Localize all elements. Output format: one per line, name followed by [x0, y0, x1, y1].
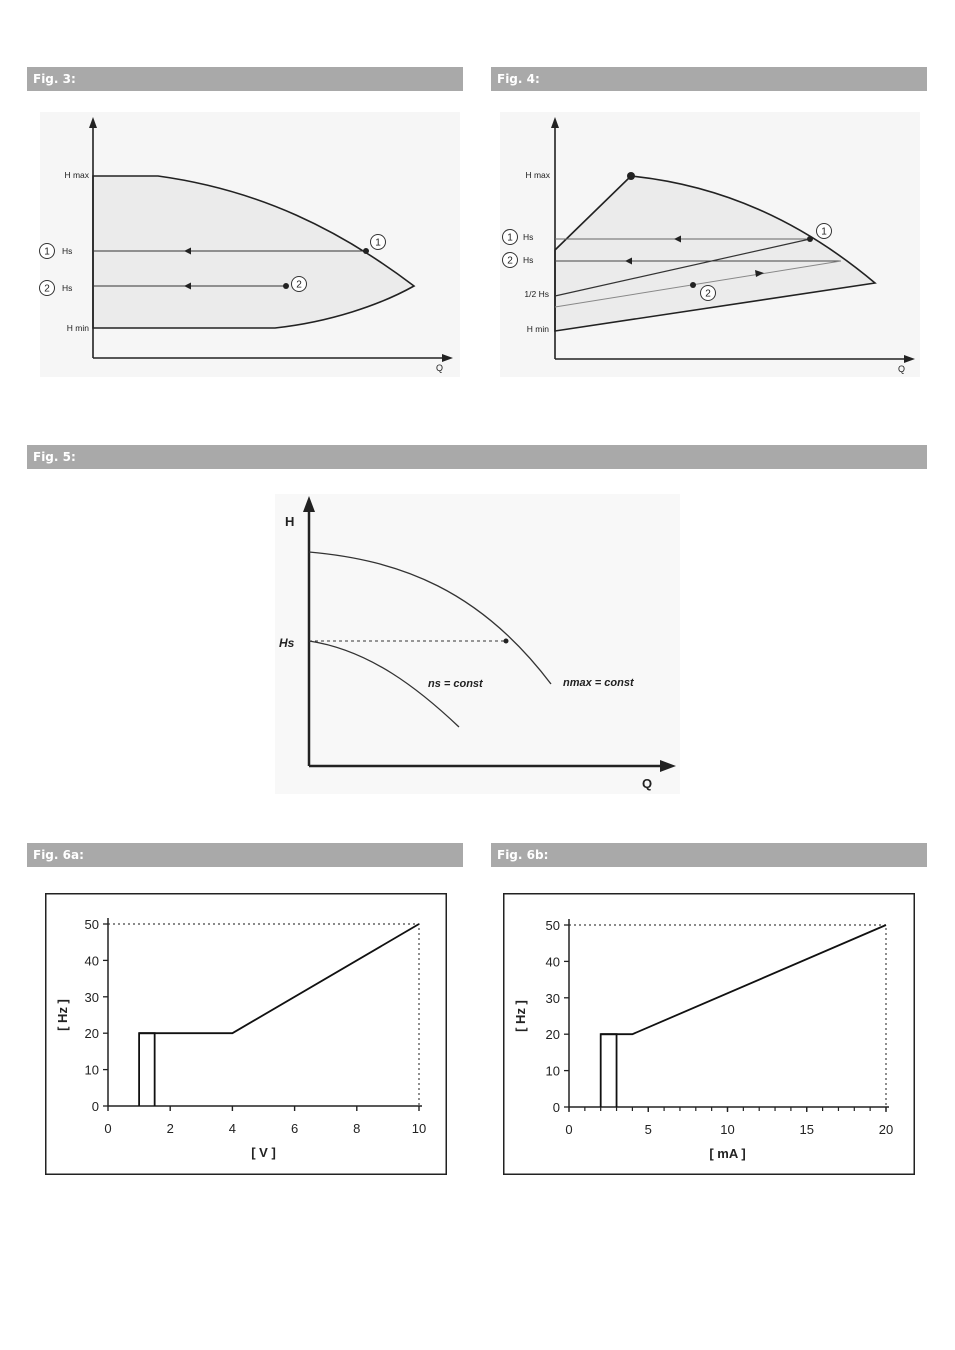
fig6b-ytick-label-4: 40 [545, 954, 560, 970]
fig4-hmin-label: H min [526, 324, 549, 334]
fig4-title: Fig. 4: [497, 72, 540, 86]
fig6b-xlabel: [ mA ] [709, 1146, 746, 1161]
fig3-axis-marker-1-label: 1 [44, 246, 50, 258]
fig4-hmax-label: H max [525, 170, 550, 180]
fig6a-ytick-label-3: 30 [84, 989, 99, 1005]
fig6b-xtick-label-0: 0 [565, 1122, 573, 1137]
fig6a-ylabel: [ Hz ] [55, 999, 70, 1031]
fig6b-xtick-label-2: 10 [720, 1122, 735, 1137]
fig3-marker-1-label: 1 [375, 237, 381, 249]
fig6a-ytick-label-0: 0 [91, 1099, 99, 1114]
fig6a-chart [45, 893, 447, 1175]
fig3-q-label: Q [436, 363, 444, 373]
fig6a-xtick-label-3: 6 [290, 1121, 299, 1136]
fig6b-title-bar [491, 843, 927, 867]
fig6b-ytick-label-3: 30 [545, 990, 560, 1006]
fig4-axis-marker-2-label: 2 [507, 255, 513, 267]
fig5-background [275, 494, 680, 794]
fig6b-ytick-label-0: 0 [552, 1100, 560, 1115]
fig5-operating-point [504, 639, 509, 644]
fig6a-ytick-label-5: 50 [84, 917, 99, 932]
fig6a-xtick-label-5: 10 [411, 1121, 427, 1136]
fig5-hs-label: Hs [279, 636, 295, 650]
fig6b-title: Fig. 6b: [497, 848, 549, 862]
fig4-axis-marker-1-label: 1 [507, 232, 513, 244]
fig4-q-label: Q [898, 364, 906, 374]
fig5-ns-label: ns = const [428, 678, 483, 690]
fig6b-chart [503, 893, 915, 1175]
fig6a-xtick-label-2: 4 [228, 1121, 237, 1136]
fig6b-ytick-label-2: 20 [545, 1027, 560, 1043]
fig5-title: Fig. 5: [33, 450, 76, 464]
fig6b-xtick-label-4: 20 [878, 1122, 894, 1137]
fig4-hs2-label: Hs [523, 255, 534, 265]
fig6b-ylabel: [ Hz ] [513, 1000, 528, 1032]
fig6a-xtick-label-0: 0 [104, 1121, 112, 1136]
fig3-marker-2-label: 2 [296, 279, 302, 291]
fig6b-xtick-label-3: 15 [799, 1122, 814, 1137]
fig6a-title-bar [27, 843, 463, 867]
fig3-title: Fig. 3: [33, 72, 76, 86]
fig6a-ytick-label-2: 20 [84, 1026, 99, 1042]
fig6a-ytick-label-1: 10 [84, 1062, 99, 1078]
fig5-q-label: Q [642, 776, 653, 791]
fig6b-ytick-label-5: 50 [545, 918, 560, 933]
fig3-hmax-label: H max [64, 170, 89, 180]
fig4-marker-1-label: 1 [821, 226, 827, 238]
fig6a-xtick-label-1: 2 [166, 1121, 174, 1136]
fig6a-title: Fig. 6a: [33, 848, 84, 862]
fig6a-xlabel: [ V ] [251, 1145, 276, 1160]
fig4-marker-2-label: 2 [705, 288, 711, 300]
fig3-hs1-label: Hs [62, 246, 73, 256]
fig4-half-hs-label: 1/2 Hs [524, 289, 549, 299]
fig6a-xtick-label-4: 8 [353, 1121, 361, 1136]
fig5-nmax-label: nmax = const [563, 677, 634, 689]
fig5-h-label: H [285, 514, 295, 529]
fig4-hs1-label: Hs [523, 232, 534, 242]
fig3-axis-marker-2-label: 2 [44, 283, 50, 295]
fig6b-ytick-label-1: 10 [545, 1063, 560, 1079]
fig3-hs2-label: Hs [62, 283, 73, 293]
fig6a-ytick-label-4: 40 [84, 953, 99, 969]
fig6b-xtick-label-1: 5 [644, 1122, 652, 1137]
fig3-hmin-label: H min [66, 323, 89, 333]
